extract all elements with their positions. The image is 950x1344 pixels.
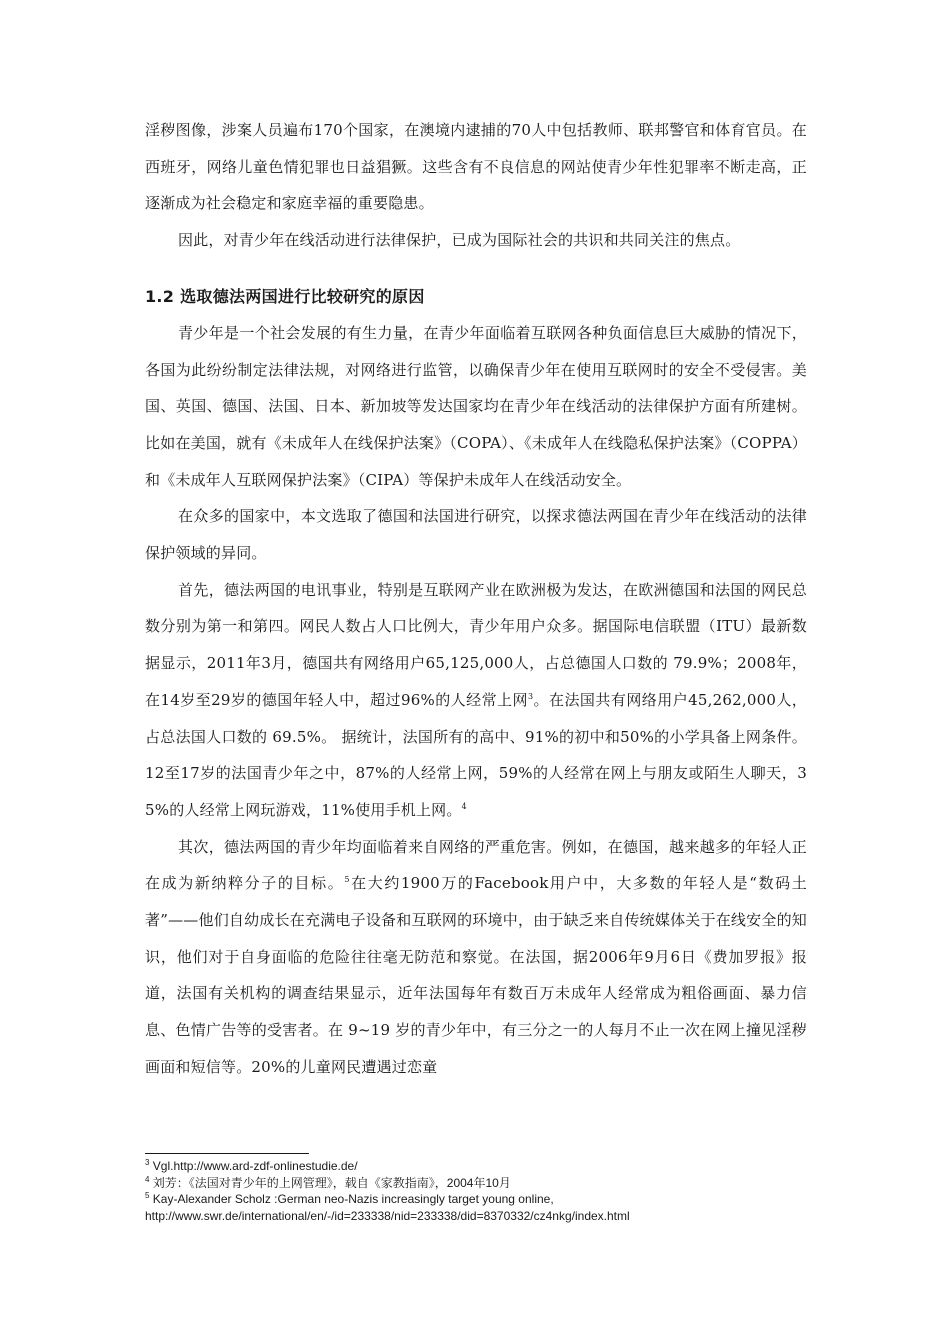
section-heading: 1.2 选取德法两国进行比较研究的原因 (145, 286, 425, 306)
footnote-number: 4 (145, 1174, 150, 1184)
footnote-text: Vgl.http://www.ard-zdf-onlinestudie.de/ (149, 1159, 358, 1173)
document-body (145, 112, 807, 1086)
footnote-number: 5 (145, 1191, 150, 1200)
footnote-separator (145, 1153, 309, 1154)
paragraph-1: 淫秽图像，涉案人员遍布170个国家，在澳境内逮捕的70人中包括教师、联邦警官和体育官员。在西班牙，网络儿童色情犯罪也日益猖獗。这些含有不良信息的网站使青少年性犯罪率不断走高，正逐渐成为社会稳定和家庭幸福的重要隐患。 (145, 121, 807, 213)
paragraph-5-part-b: 。在法国共有网络用户45,262,000人，占总法国人口数的 69.5%。 据统计，法国所有的高中、91%的初中和50%的小学具备上网条件。12至17岁的法国青少年之中，87%的人经常上网，59%的人经常在网上与朋友或陌生人聊天，35%的人经常上网玩游戏，11%使用手机上网。 (145, 690, 807, 819)
footnote-ref-5[interactable]: 5 (344, 875, 350, 885)
footnote-3 (145, 1158, 807, 1175)
footnote-number: 3 (145, 1158, 150, 1167)
footnote-ref-4[interactable]: 4 (461, 801, 467, 811)
footnote-4 (145, 1175, 807, 1192)
paragraph-5-part-a: 首先，德法两国的电讯事业，特别是互联网产业在欧洲极为发达，在欧洲德国和法国的网民总数分别为第一和第四。网民人数占人口比例大，青少年用户众多。据国际电信联盟（ITU）最新数据显示，2011年3月，德国共有网络用户65,125,000人，占总德国人口数的 79.9%；2008年，在14岁至29岁的德国年轻人中，超过96%的人经常上网 (145, 580, 807, 709)
footnote-text: 刘芳：《法国对青少年的上网管理》，载自《家教指南》，2004年10月 (149, 1175, 511, 1190)
paragraph-5 (145, 572, 807, 829)
footnote-url[interactable]: http://www.swr.de/international/en/-/id=233338/nid=233338/did=8370332/cz4nkg/index.html (145, 1208, 630, 1223)
paragraph-3: 青少年是一个社会发展的有生力量，在青少年面临着互联网各种负面信息巨大威胁的情况下，各国为此纷纷制定法律法规，对网络进行监管，以确保青少年在使用互联网时的安全不受侵害。美国、英国、德国、法国、日本、新加坡等发达国家均在青少年在线活动的法律保护方面有所建树。比如在美国，就有《未成年人在线保护法案》（COPA）、《未成年人在线隐私保护法案》（COPPA）和《未成年人互联网保护法案》（CIPA）等保护未成年人在线活动安全。 (145, 323, 807, 489)
footnote-5 (145, 1191, 807, 1208)
paragraph-6-part-a: 其次，德法两国的青少年均面临着来自网络的严重危害。例如，在德国，越来越多的年轻人正在成为新纳粹分子的目标。 (145, 837, 807, 893)
footnotes (145, 1158, 807, 1224)
paragraph-4: 在众多的国家中，本文选取了德国和法国进行研究，以探求德法两国在青少年在线活动的法律保护领域的异同。 (145, 507, 807, 563)
footnote-5-url (145, 1208, 807, 1225)
footnote-ref-3[interactable]: 3 (527, 691, 534, 701)
paragraph-2: 因此，对青少年在线活动进行法律保护，已成为国际社会的共识和共同关注的焦点。 (178, 231, 741, 250)
paragraph-6 (145, 829, 807, 1086)
paragraph-6-part-b: 在大约1900万的Facebook用户中，大多数的年轻人是“数码土著”——他们自幼成长在充满电子设备和互联网的环境中，由于缺乏来自传统媒体关于在线安全的知识，他们对于自身面临的危险往往毫无防范和察觉。在法国，据2006年9月6日《费加罗报》报道，法国有关机构的调查结果显示，近年法国每年有数百万未成年人经常成为粗俗画面、暴力信息、色情广告等的受害者。在 9~19 岁的青少年中，有三分之一的人每月不止一次在网上撞见淫秽画面和短信等。20%的儿童网民遭遇过恋童 (145, 874, 807, 1076)
footnote-text: Kay-Alexander Scholz :German neo-Nazis increasingly target young online, (149, 1192, 554, 1206)
